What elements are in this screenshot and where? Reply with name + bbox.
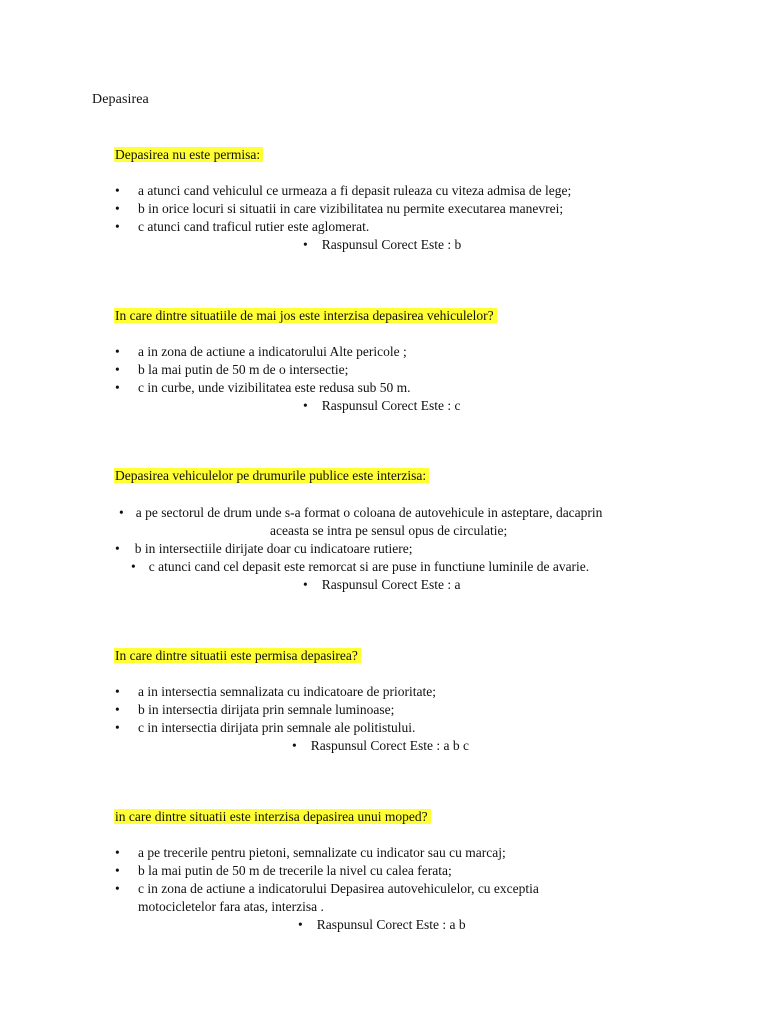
question-text: in care dintre situatii este interzisa depasirea unui moped? <box>114 809 431 824</box>
answer-text: Raspunsul Corect Este : a b <box>316 917 466 932</box>
option-b: • b in intersectiile dirijate doar cu indicatoare rutiere; <box>115 541 413 556</box>
answer-text: Raspunsul Corect Este : a b c <box>310 738 469 753</box>
option-b: • b in orice locuri si situatii in care vizibilitatea nu permite executarea manevrei; <box>114 200 694 218</box>
bullet: • <box>303 237 308 252</box>
question-text: In care dintre situatiile de mai jos este interzisa depasirea vehiculelor? <box>114 308 497 323</box>
answer-3 <box>303 576 460 594</box>
answer-5 <box>298 916 466 934</box>
bullet: • <box>119 505 124 520</box>
answer-text: Raspunsul Corect Este : a <box>321 577 461 592</box>
question-text: Depasirea nu este permisa: <box>114 147 263 162</box>
bullet: • <box>131 559 136 574</box>
option-a: • a atunci cand vehiculul ce urmeaza a fi depasit ruleaza cu viteza admisa de lege; <box>114 182 694 200</box>
question-5 <box>114 808 431 826</box>
answer-text: Raspunsul Corect Este : b <box>321 237 462 252</box>
option-a-continued: aceasta se intra pe sensul opus de circulatie; <box>270 523 508 538</box>
option-b: • b la mai putin de 50 m de trecerile la nivel cu calea ferata; <box>114 862 694 880</box>
bullet: • <box>298 917 303 932</box>
options-list-4 <box>114 683 694 737</box>
bullet: • <box>292 738 297 753</box>
answer-2 <box>303 397 460 415</box>
option-b: • b la mai putin de 50 m de o intersectie; <box>114 361 694 379</box>
option-c: • c in zona de actiune a indicatorului Depasirea autovehiculelor, cu exceptia <box>114 880 694 898</box>
question-text: Depasirea vehiculelor pe drumurile publice este interzisa: <box>114 468 429 483</box>
document-title: Depasirea <box>92 92 149 107</box>
option-a: • a in zona de actiune a indicatorului Alte pericole ; <box>114 343 694 361</box>
bullet: • <box>115 541 120 556</box>
options-list-1 <box>114 182 694 236</box>
answer-1 <box>303 236 461 254</box>
question-4 <box>114 647 361 665</box>
question-text: In care dintre situatii este permisa depasirea? <box>114 648 361 663</box>
question-1 <box>114 146 263 164</box>
bullet: • <box>303 577 308 592</box>
option-a: • a pe sectorul de drum unde s-a format o coloana de autovehicule in asteptare, dacaprin <box>119 505 603 520</box>
answer-4 <box>292 737 469 755</box>
options-list-5 <box>114 844 694 898</box>
options-list-2 <box>114 343 694 397</box>
option-c: • c in intersectia dirijata prin semnale ale politistului. <box>114 719 694 737</box>
answer-text: Raspunsul Corect Este : c <box>321 398 461 413</box>
option-b: • b in intersectia dirijata prin semnale luminoase; <box>114 701 694 719</box>
option-c: • c in curbe, unde vizibilitatea este redusa sub 50 m. <box>114 379 694 397</box>
option-c: • c atunci cand traficul rutier este aglomerat. <box>114 218 694 236</box>
option-a: • a in intersectia semnalizata cu indicatoare de prioritate; <box>114 683 694 701</box>
option-c: • c atunci cand cel depasit este remorcat si are puse in functiune luminile de avarie. <box>131 559 590 574</box>
question-2 <box>114 307 497 325</box>
option-c-continued: motocicletelor fara atas, interzisa . <box>138 899 324 914</box>
question-3 <box>114 467 429 485</box>
bullet: • <box>303 398 308 413</box>
option-a: • a pe trecerile pentru pietoni, semnalizate cu indicator sau cu marcaj; <box>114 844 694 862</box>
